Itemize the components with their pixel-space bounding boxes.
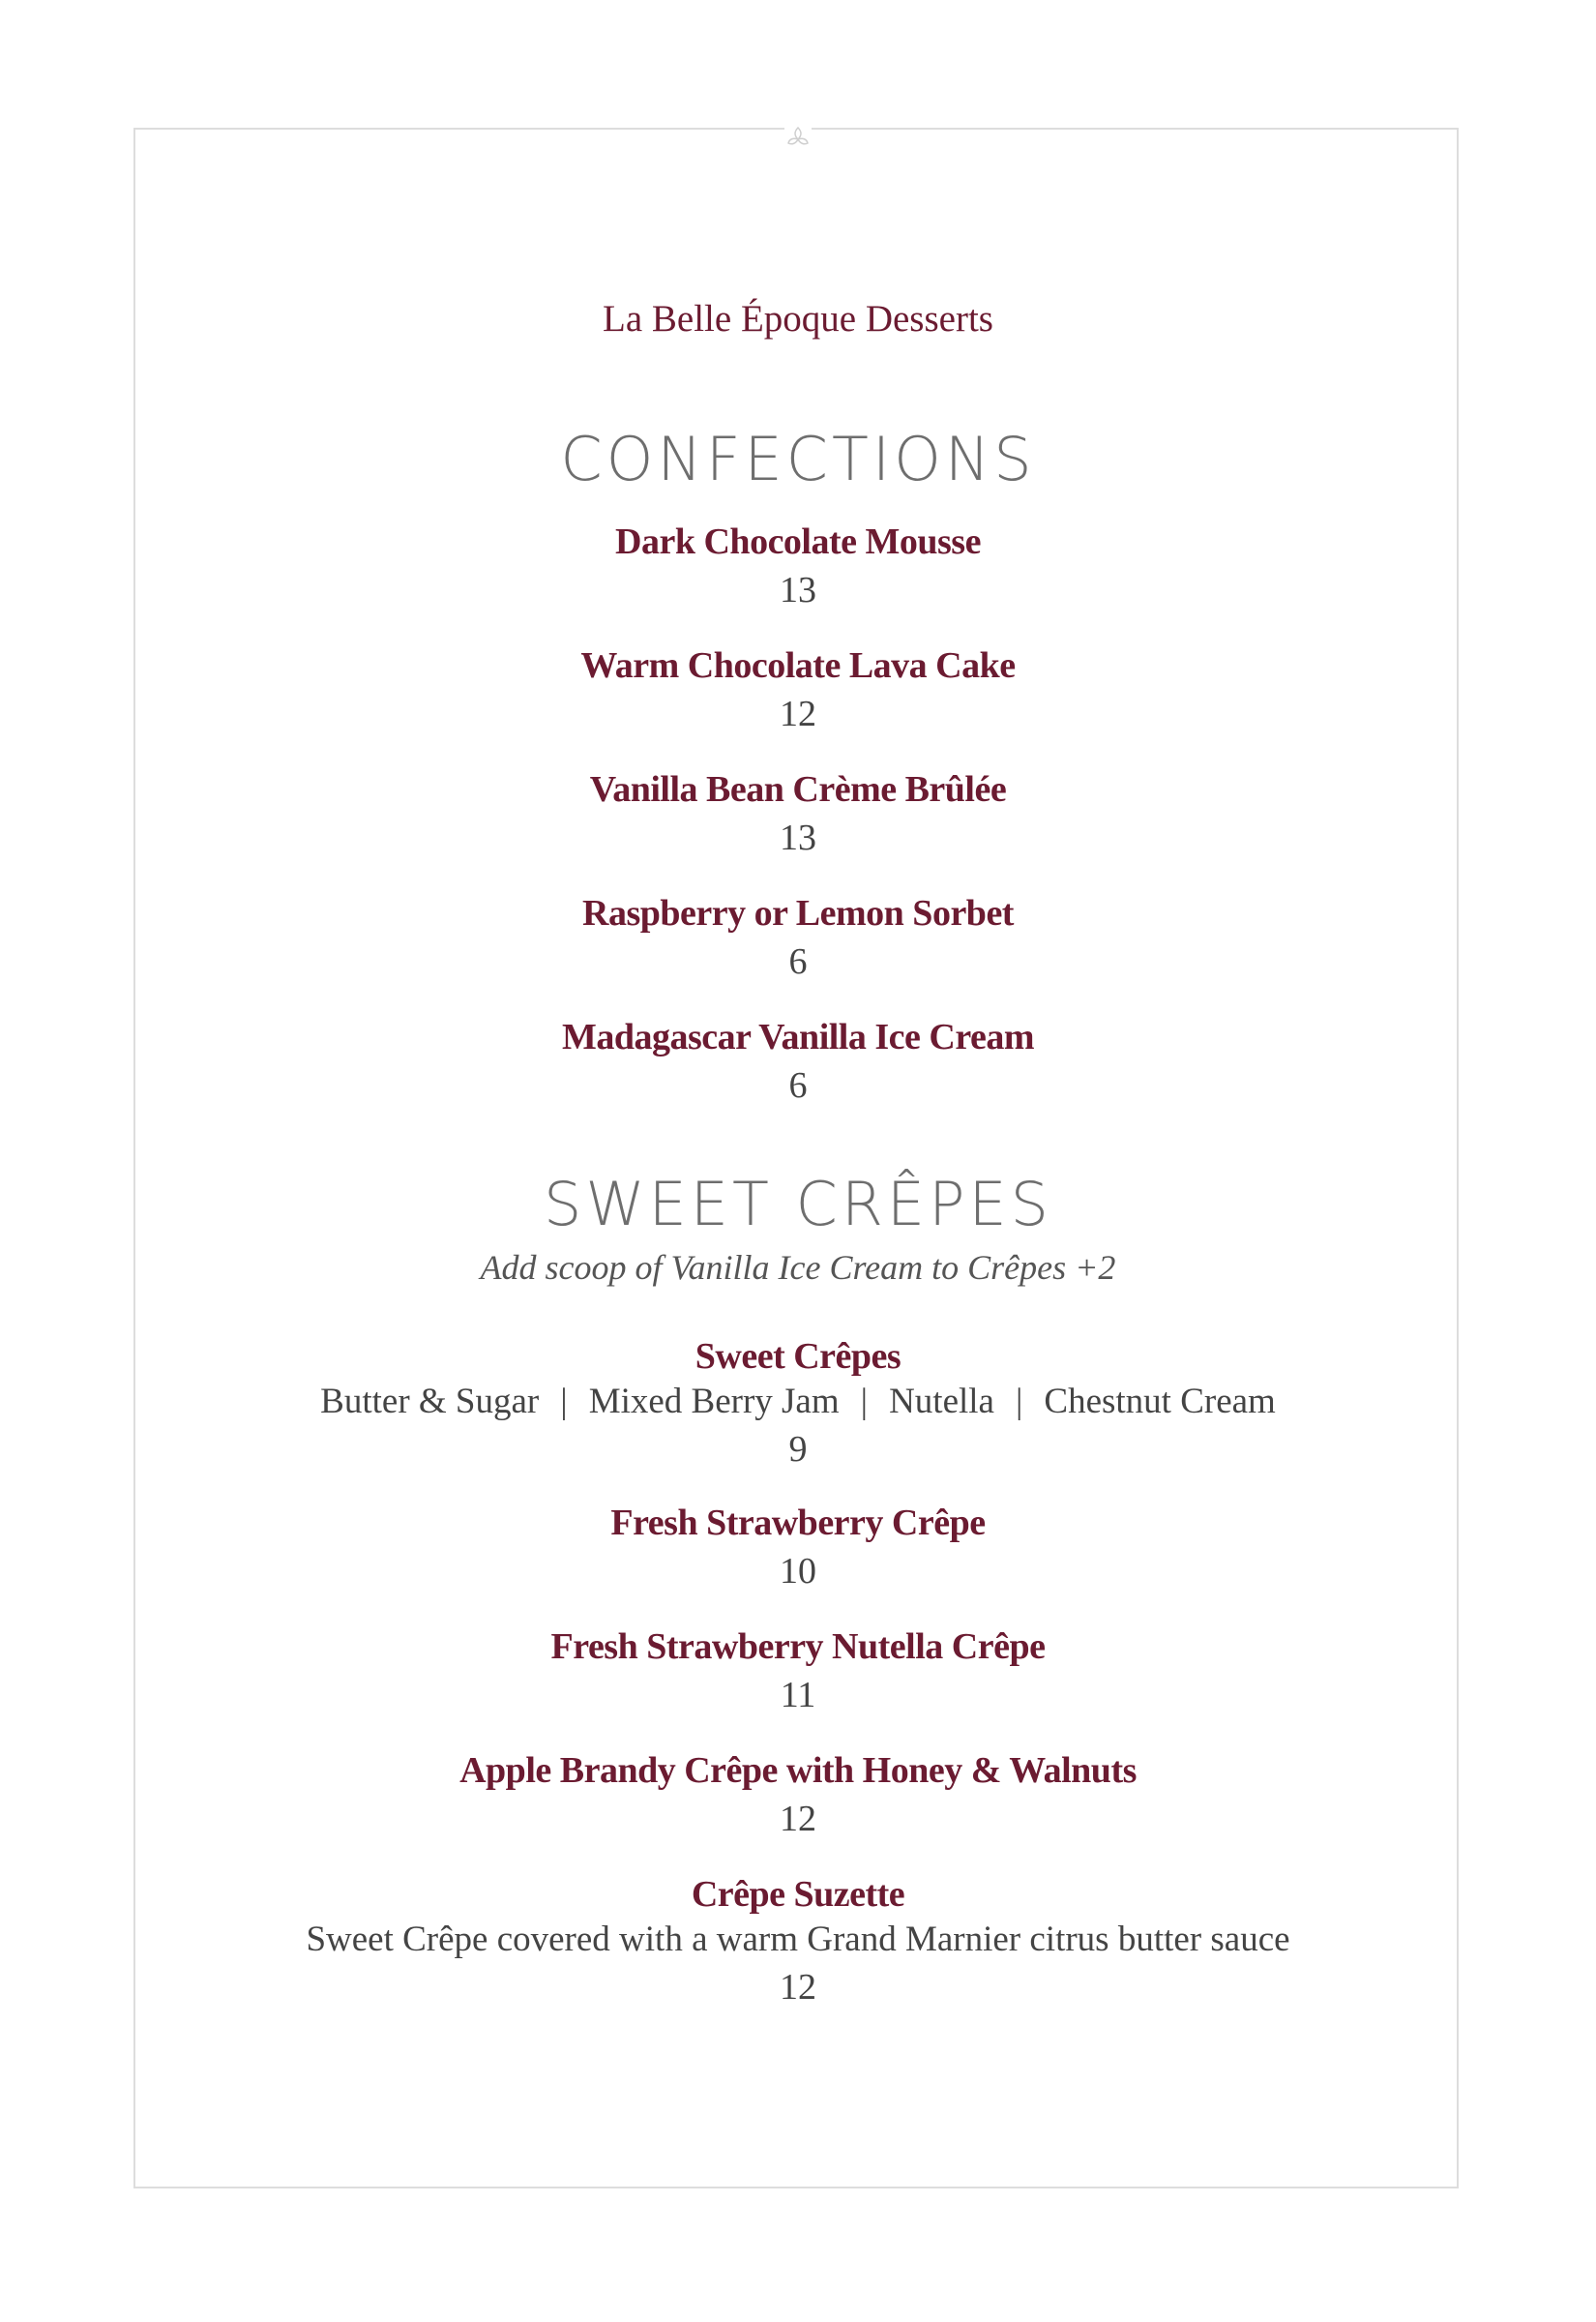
option-nutella: Nutella	[889, 1382, 994, 1421]
fleur-ornament-icon	[784, 124, 812, 153]
section-note: Add scoop of Vanilla Ice Cream to Crêpes +2	[480, 1248, 1116, 1287]
menu-item	[0, 1500, 1596, 1596]
section-title-confections: CONFECTIONS	[560, 424, 1036, 494]
item-price: 10	[780, 1551, 816, 1592]
option-separator: |	[860, 1382, 869, 1421]
item-name: Fresh Strawberry Crêpe	[610, 1503, 986, 1543]
item-price: 6	[788, 1065, 808, 1106]
item-name: Warm Chocolate Lava Cake	[580, 645, 1016, 686]
item-options	[0, 1380, 1596, 1424]
option-chestnut-cream: Chestnut Cream	[1044, 1382, 1276, 1421]
menu-item	[0, 1871, 1596, 2012]
item-price: 12	[780, 694, 816, 734]
item-price: 12	[780, 1967, 816, 2008]
section-title-sweet-crepes: SWEET CRÊPES	[543, 1169, 1053, 1239]
item-name: Vanilla Bean Crème Brûlée	[589, 769, 1007, 810]
item-price: 13	[780, 570, 816, 610]
item-name: Dark Chocolate Mousse	[615, 521, 981, 562]
item-description: Sweet Crêpe covered with a warm Grand Marnier citrus butter sauce	[306, 1920, 1290, 1959]
menu-item	[0, 642, 1596, 739]
option-separator: |	[560, 1382, 568, 1421]
menu-item	[0, 890, 1596, 987]
item-name: Apple Brandy Crêpe with Honey & Walnuts	[459, 1750, 1137, 1791]
item-name: Raspberry or Lemon Sorbet	[582, 893, 1014, 934]
item-price: 11	[780, 1675, 816, 1715]
menu-item	[0, 766, 1596, 863]
item-name: Fresh Strawberry Nutella Crêpe	[550, 1626, 1046, 1667]
item-price: 12	[780, 1799, 816, 1839]
item-name: Madagascar Vanilla Ice Cream	[561, 1017, 1035, 1057]
menu-item	[0, 1014, 1596, 1111]
item-name: Crêpe Suzette	[691, 1874, 905, 1915]
menu-item	[0, 1747, 1596, 1844]
menu-item	[0, 1623, 1596, 1720]
restaurant-name: La Belle Époque Desserts	[603, 298, 993, 340]
menu-item	[0, 1333, 1596, 1474]
option-mixed-berry-jam: Mixed Berry Jam	[588, 1382, 840, 1421]
item-name: Sweet Crêpes	[695, 1336, 901, 1377]
menu-item	[0, 519, 1596, 615]
option-butter-sugar: Butter & Sugar	[320, 1382, 540, 1421]
item-price: 13	[780, 818, 816, 858]
item-price: 6	[788, 941, 808, 982]
item-price: 9	[788, 1429, 808, 1470]
option-separator: |	[1015, 1382, 1023, 1421]
